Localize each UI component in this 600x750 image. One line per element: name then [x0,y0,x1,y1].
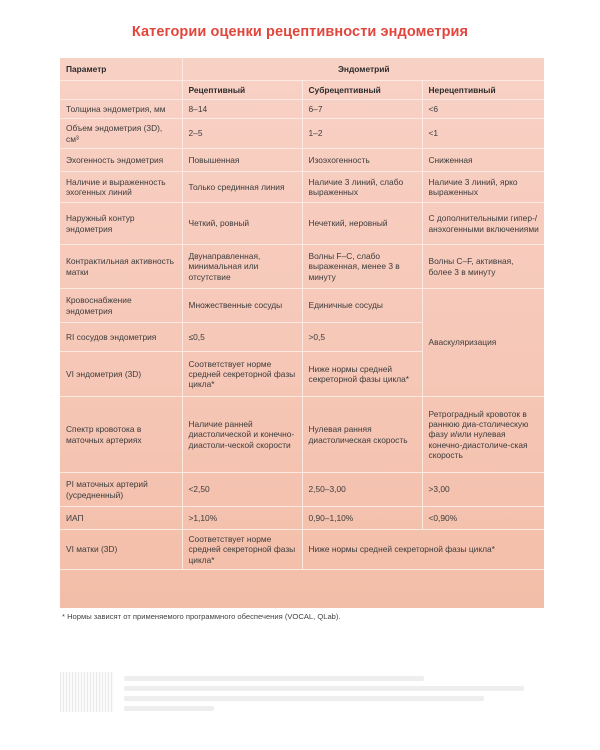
table-row [60,149,544,172]
cell-nonreceptive: <0,90% [422,507,544,530]
cell-subreceptive: >0,5 [302,323,422,352]
table-row [60,397,544,473]
cell-subreceptive: 2,50–3,00 [302,473,422,507]
cell-receptive: Соответствует норме средней секреторной фазы цикла* [182,530,302,570]
cell-receptive: 2–5 [182,119,302,149]
col-header-nonreceptive: Нерецептивный [422,81,544,100]
row-param: Эхогенность эндометрия [60,149,182,172]
col-header-subreceptive: Субрецептивный [302,81,422,100]
cell-subreceptive: Изоэхогенность [302,149,422,172]
cell-receptive: Соответствует норме средней секреторной фазы цикла* [182,352,302,397]
cell-receptive: <2,50 [182,473,302,507]
table-row [60,245,544,289]
cell-receptive: Только срединная линия [182,172,302,203]
cell-avascular: Аваскуляризация [422,289,544,397]
table-row [60,530,544,570]
receptivity-table [60,58,544,608]
faint-line [124,686,524,691]
row-param: Толщина эндометрия, мм [60,100,182,119]
row-param: VI эндометрия (3D) [60,352,182,397]
row-param: Кровоснабжение эндометрия [60,289,182,323]
cell-subreceptive: Единичные сосуды [302,289,422,323]
row-param: ИАП [60,507,182,530]
row-param: Спектр кровотока в маточных артериях [60,397,182,473]
cell-nonreceptive: <1 [422,119,544,149]
group-header: Эндометрий [182,58,544,81]
row-param: Наличие и выраженность эхогенных линий [60,172,182,203]
table-row [60,289,544,323]
row-param: VI матки (3D) [60,530,182,570]
param-header: Параметр [60,58,182,81]
faint-line [124,676,424,681]
faint-line [124,706,214,711]
cell-receptive: ≤0,5 [182,323,302,352]
table-row [60,203,544,245]
cell-nonreceptive: Ретроградный кровоток в раннюю диа-столическую фазу и/или нулевая конечно-диастоличе-ская скорость [422,397,544,473]
faint-line [124,696,484,701]
row-param: Контрактильная активность матки [60,245,182,289]
table-row [60,473,544,507]
cell-receptive: Наличие ранней диастолической и конечно-диастоли-ческой скорости [182,397,302,473]
barcode-icon [60,672,114,712]
cell-subreceptive: Наличие 3 линий, слабо выраженных [302,172,422,203]
param-header-spacer [60,81,182,100]
table-row [60,507,544,530]
cell-receptive: Множественные сосуды [182,289,302,323]
cell-subreceptive: 6–7 [302,100,422,119]
table-row [60,100,544,119]
faded-colophon [60,664,540,720]
row-param: Наружный контур эндометрия [60,203,182,245]
cell-subreceptive: Волны F–C, слабо выраженная, менее 3 в минуту [302,245,422,289]
table-row [60,172,544,203]
cell-nonreceptive: <6 [422,100,544,119]
cell-nonreceptive: Волны C–F, активная, более 3 в минуту [422,245,544,289]
cell-nonreceptive: >3,00 [422,473,544,507]
cell-subreceptive: 0,90–1,10% [302,507,422,530]
cell-subreceptive: Ниже нормы средней секреторной фазы цикла* [302,352,422,397]
cell-vi-uterus-merged: Ниже нормы средней секреторной фазы цикла* [302,530,544,570]
cell-subreceptive: 1–2 [302,119,422,149]
cell-nonreceptive: Наличие 3 линий, ярко выраженных [422,172,544,203]
row-param: RI сосудов эндометрия [60,323,182,352]
row-param: PI маточных артерий (усредненный) [60,473,182,507]
cell-nonreceptive: Сниженная [422,149,544,172]
page-title: Категории оценки рецептивности эндометрия [131,24,469,40]
footnote: * Нормы зависят от применяемого программного обеспечения (VOCAL, QLab). [62,612,341,621]
cell-subreceptive: Нечеткий, неровный [302,203,422,245]
row-param: Объем эндометрия (3D), см³ [60,119,182,149]
col-header-receptive: Рецептивный [182,81,302,100]
cell-subreceptive: Нулевая ранняя диастолическая скорость [302,397,422,473]
table-row [60,119,544,149]
cell-receptive: Двунаправленная, минимальная или отсутствие [182,245,302,289]
cell-receptive: >1,10% [182,507,302,530]
cell-nonreceptive: С дополнительными гипер-/анэхогенными включениями [422,203,544,245]
cell-receptive: 8–14 [182,100,302,119]
cell-receptive: Четкий, ровный [182,203,302,245]
cell-receptive: Повышенная [182,149,302,172]
